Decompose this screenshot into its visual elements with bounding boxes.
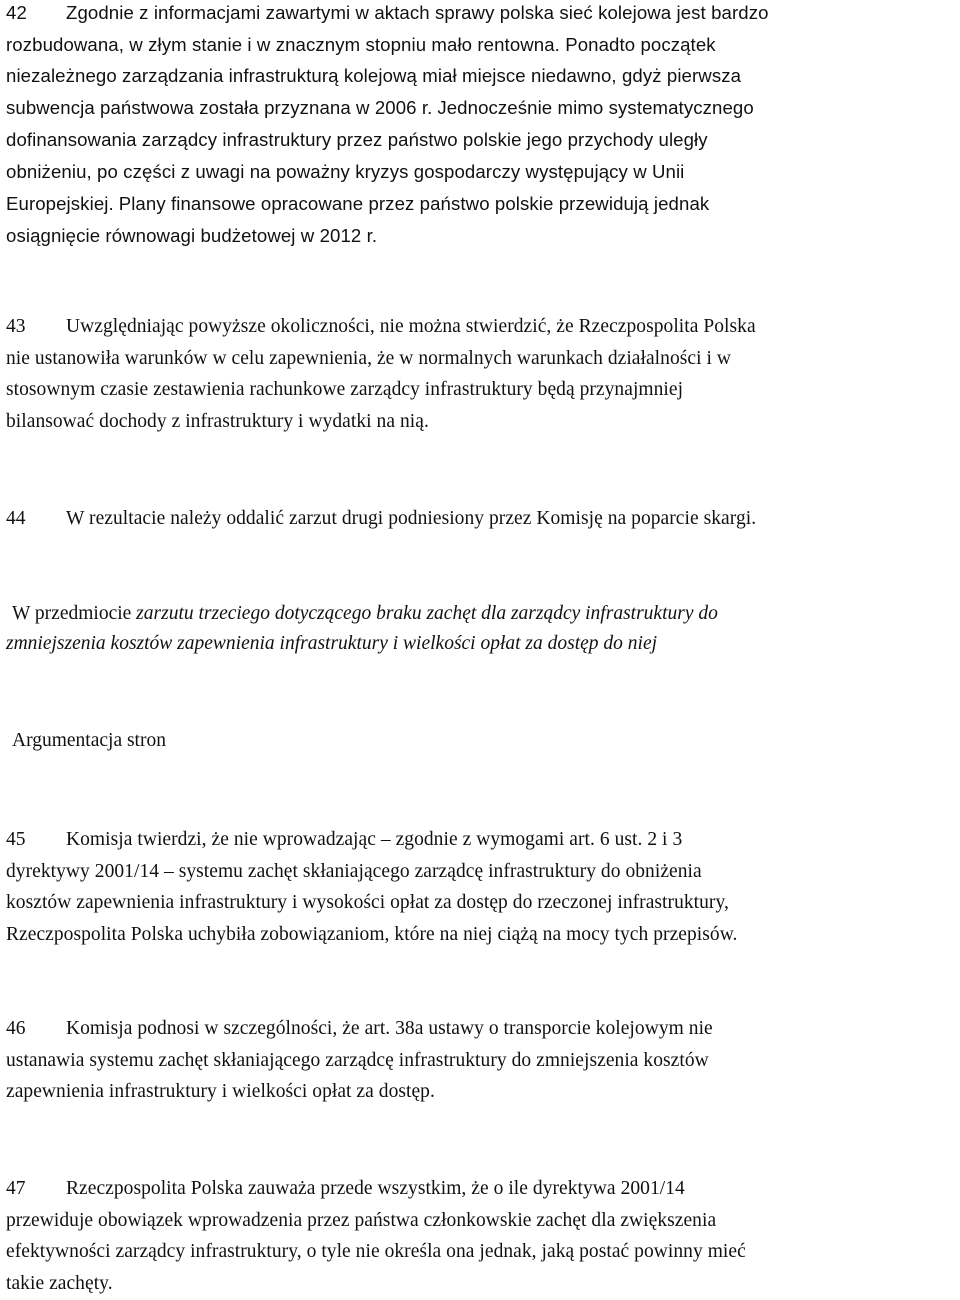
- paragraph-text: kosztów zapewnienia infrastruktury i wysokości opłat za dostęp do rzeczonej infrastruktury,: [6, 892, 729, 914]
- paragraph-text: nie ustanowiła warunków w celu zapewnienia, że w normalnych warunkach działalności i w: [6, 347, 731, 369]
- paragraph-number: 45: [6, 829, 26, 850]
- paragraph-text: ustanawia systemu zachęt skłaniającego zarządcę infrastruktury do zmniejszenia kosztów: [6, 1049, 709, 1071]
- paragraph-47: [6, 1173, 954, 1299]
- subheading: Argumentacja stron: [12, 730, 166, 751]
- paragraph-text: Rzeczpospolita Polska uchybiła zobowiązaniom, które na niej ciążą na mocy tych przepisów.: [6, 923, 738, 945]
- paragraph-text: Komisja twierdzi, że nie wprowadzając – zgodnie z wymogami art. 6 ust. 2 i 3: [66, 829, 683, 850]
- paragraph-text: dofinansowania zarządcy infrastruktury przez państwo polskie jego przychody uległy: [6, 129, 708, 151]
- paragraph-number: 43: [6, 316, 26, 337]
- paragraph-43: [6, 311, 954, 437]
- paragraph-text: Rzeczpospolita Polska zauważa przede wszystkim, że o ile dyrektywa 2001/14: [66, 1178, 685, 1199]
- paragraph-46: [6, 1013, 954, 1108]
- section-heading: [6, 599, 954, 659]
- paragraph-text: W rezultacie należy oddalić zarzut drugi podniesiony przez Komisję na poparcie skargi.: [66, 508, 757, 529]
- paragraph-text: rozbudowana, w złym stanie i w znacznym stopniu mało rentowna. Ponadto początek: [6, 33, 716, 55]
- paragraph-text: takie zachęty.: [6, 1272, 113, 1294]
- paragraph-number: 46: [6, 1018, 26, 1039]
- paragraph-text: zapewnienia infrastruktury i wielkości opłat za dostęp.: [6, 1081, 435, 1103]
- section-heading-lead: W przedmiocie: [12, 603, 132, 624]
- paragraph-text: Komisja podnosi w szczególności, że art. 38a ustawy o transporcie kolejowym nie: [66, 1018, 713, 1039]
- paragraph-text: stosownym czasie zestawienia rachunkowe zarządcy infrastruktury będą przynajmniej: [6, 379, 684, 401]
- paragraph-text: subwencja państwowa została przyznana w 2006 r.: [6, 96, 433, 118]
- paragraph-45: [6, 824, 954, 950]
- paragraph-text: obniżeniu, po części z uwagi na poważny kryzys gospodarczy występujący w Unii: [6, 160, 685, 182]
- paragraph-number: 42: [6, 2, 27, 23]
- paragraph-text: dyrektywy 2001/14 – systemu zachęt skłaniającego zarządcę infrastruktury do obniżenia: [6, 860, 702, 882]
- paragraph-42: [6, 0, 954, 252]
- paragraph-text: osiągnięcie równowagi budżetowej w 2012 r.: [6, 225, 378, 247]
- paragraph-number: 47: [6, 1178, 26, 1199]
- paragraph-44: [6, 503, 954, 535]
- paragraph-text: niezależnego zarządzania infrastrukturą kolejową miał miejsce niedawno, gdyż pierwsza: [6, 65, 742, 87]
- paragraph-text: Zgodnie z informacjami zawartymi w aktach sprawy polska sieć kolejowa jest bardzo: [66, 2, 769, 23]
- paragraph-text: Jednocześnie mimo systematycznego: [437, 96, 754, 118]
- paragraph-text: bilansować dochody z infrastruktury i wydatki na nią.: [6, 410, 429, 432]
- paragraph-text: Uwzględniając powyższe okoliczności, nie można stwierdzić, że Rzeczpospolita Polska: [66, 316, 756, 337]
- paragraph-number: 44: [6, 508, 26, 529]
- section-heading-text: zarzutu trzeciego dotyczącego braku zachęt dla zarządcy infrastruktury do: [136, 603, 718, 624]
- section-heading-text: zmniejszenia kosztów zapewnienia infrastruktury i wielkości opłat za dostęp do niej: [6, 633, 658, 654]
- paragraph-text: efektywności zarządcy infrastruktury, o tyle nie określa ona jednak, jaką postać powinny mieć: [6, 1241, 746, 1263]
- paragraph-text: przewiduje obowiązek wprowadzenia przez państwa członkowskie zachęt dla zwiększenia: [6, 1209, 717, 1231]
- paragraph-text: Europejskiej.: [6, 192, 114, 214]
- paragraph-text: Plany finansowe opracowane przez państwo polskie przewidują jednak: [118, 192, 710, 214]
